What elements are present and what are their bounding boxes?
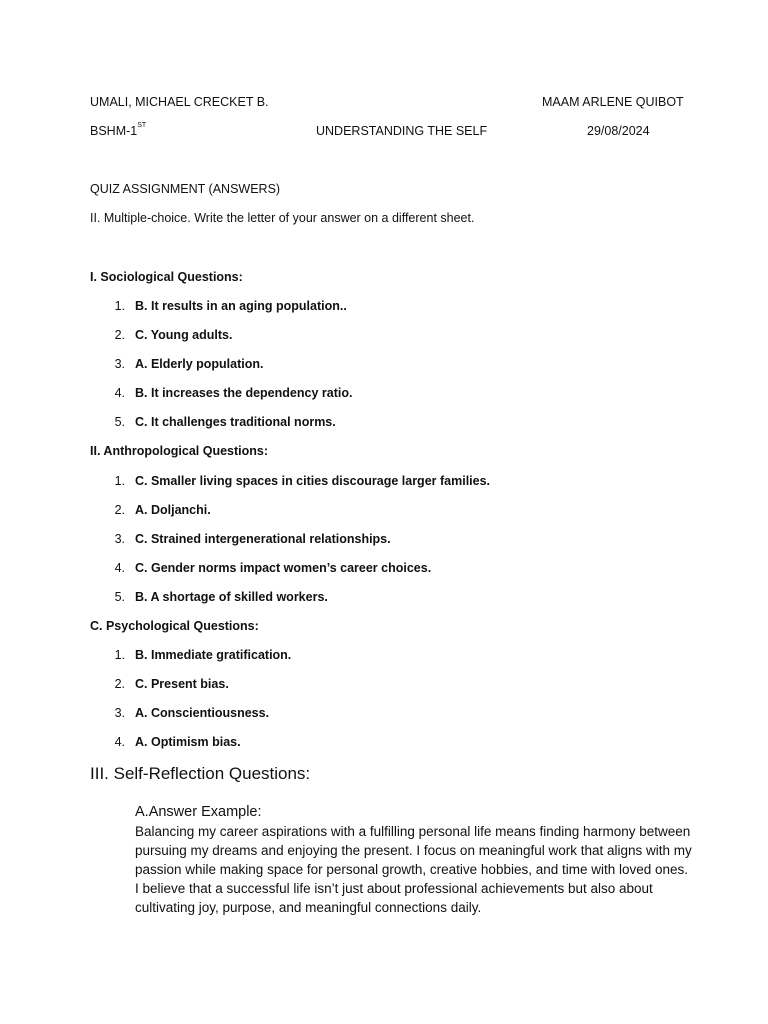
section-heading-psychological: C. Psychological Questions: [90, 619, 259, 633]
item-answer: C. Smaller living spaces in cities discourage larger families. [135, 474, 491, 488]
item-number: 1 . [113, 299, 125, 313]
item-answer: A. Elderly population. [135, 357, 264, 371]
section-heading-sociological: I. Sociological Questions: [90, 270, 243, 284]
item-number: 3 . [113, 532, 125, 546]
item-answer: A. Optimism bias. [135, 735, 241, 749]
quiz-title: QUIZ ASSIGNMENT (ANSWERS) [90, 182, 281, 196]
item-number: 1 . [113, 474, 125, 488]
item-number: 2 . [113, 503, 125, 517]
self-reflection-heading: III. Self-Reflection Questions: [90, 764, 311, 783]
item-answer: B. A shortage of skilled workers. [135, 590, 328, 604]
item-answer: C. Gender norms impact women’s career choices. [135, 561, 432, 575]
teacher-name: MAAM ARLENE QUIBOT [542, 95, 684, 109]
item-number: 5 . [113, 415, 125, 429]
item-answer: C. It challenges traditional norms. [135, 415, 336, 429]
reflection-paragraph: Balancing my career aspirations with a fulfilling personal life means finding harmony between pursuing my dreams and enjoying the present. I focus on meaningful work that aligns with my passion while making space for personal growth, creative hobbies, and time with loved ones. I believe that a successful life isn’t just about professional achievements but also about cultivating joy, purpose, and meaningful connections daily. [135, 824, 692, 915]
item-answer: C. Strained intergenerational relationships. [135, 532, 391, 546]
answer-example-heading: A.Answer Example: [135, 804, 262, 820]
item-answer: C. Young adults. [135, 328, 233, 342]
item-answer: C. Present bias. [135, 677, 229, 691]
section-heading-anthropological: II. Anthropological Questions: [90, 444, 269, 458]
item-answer: B. Immediate gratification. [135, 648, 292, 662]
section-code [90, 124, 146, 138]
item-number: 4 . [113, 561, 125, 575]
item-number: 2 . [113, 328, 125, 342]
student-name: UMALI, MICHAEL CRECKET B. [90, 95, 269, 109]
item-answer: A. Doljanchi. [135, 503, 211, 517]
item-answer: A. Conscientiousness. [135, 706, 270, 720]
section-code-base: BSHM-1 [90, 124, 138, 138]
item-number: 1 . [113, 648, 125, 662]
item-answer: B. It increases the dependency ratio. [135, 386, 353, 400]
item-number: 2 . [113, 677, 125, 691]
item-answer: B. It results in an aging population.. [135, 299, 347, 313]
section-code-superscript: ST [137, 122, 147, 129]
item-number: 5 . [113, 590, 125, 604]
item-number: 4 . [113, 735, 125, 749]
item-number: 4 . [113, 386, 125, 400]
item-number: 3 . [113, 357, 125, 371]
item-number: 3 . [113, 706, 125, 720]
instruction-text: II. Multiple-choice. Write the letter of your answer on a different sheet. [90, 211, 475, 225]
subject-name: UNDERSTANDING THE SELF [316, 124, 488, 138]
date: 29/08/2024 [587, 124, 650, 138]
